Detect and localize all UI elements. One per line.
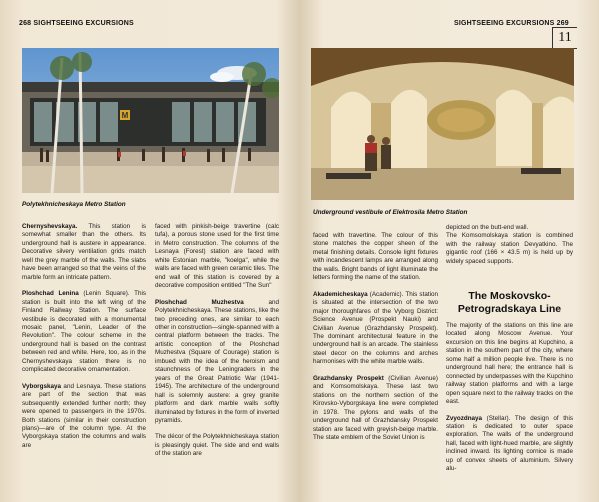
paragraph-kupchino: The majority of the stations on this line are located along Moscow Avenue. Your excursion on this line begins at Kupchino, a station in the southern part of the city, where some half a million people live. There is no underground hall here; the entrance hall is connected by underpasses with the Kupchino railway station platforms and with a large open square next to the railway tracks on the east.: [446, 322, 573, 406]
paragraph-akademicheskaya: Akademicheskaya (Academic). This station is situated at the intersection of the two major thoroughfares of the Vyborg District: Science Avenue (Prospekt Nauki) and Civilian Avenue (Grazhdansky Prospekt). The dominant architectural feature in the underground hall is an arcade. The stainless steel decor on the columns and arches harmonises with the white marble walls.: [313, 290, 438, 366]
paragraph-chernyshevskaya: Chernyshevskaya. This station is somewhat smaller than the others. Its underground hall is austere in appearance. Decorative silvery ventilation grids match well the grey marble of the walls. The slabs have been arranged so that the veins of the marble form an intricate pattern.: [22, 223, 146, 281]
elektrosila-photo: [311, 48, 574, 200]
paragraph-vyborgskaya: Vyborgskaya and Lesnaya. These stations are part of the section that was subsequently extended further north; they were opened to passengers in the 1970s. Both stations (similar in their construction plans)—are of the column type. At the Vyborgskaya station the columns and walls are: [22, 382, 146, 449]
section-title: The Moskovsko-Petrogradskaya Line: [457, 290, 562, 315]
paragraph-ploshchad-lenina: Ploshchad Lenina (Lenin Square). This station is built into the left wing of the Finland Railway Station. The surface vestibule is decorated with a monumental mosaic panel, "Lenin, Leader of the Revolution". The colour scheme in the underground hall is based on the contrast between red and white. Here, too, as in the Chernyshevskaya station there is no complicated decorative ornamentation.: [22, 290, 147, 374]
paragraph-travertine-continued: faced with travertine. The colour of this stone matches the copper sheen of the metal finishing details. Console light fixtures with incandescent lamps are arranged along the walls. Bright bands of light illuminate the letters forming the name of the station.: [313, 232, 438, 282]
left-page: [0, 0, 299, 502]
paragraph-grazhdansky-prospekt: Grazhdansky Prospekt (Civilian Avenue) and Komsomolskaya. These last two stations on the northern section of the Kirovsko-Vyborgskaya line were completed in 1978. The pylons and walls of the underground hall of Grazhdansky Prospekt station are faced with greyish-beige marble. The state emblem of the Soviet Union is: [313, 374, 438, 441]
right-column-1: [313, 232, 438, 450]
left-column-2: [155, 223, 279, 467]
paragraph-polytekhnicheskaya-decor: The décor of the Polytekhnicheskaya station is pleasingly quiet. The side and end walls of the station are: [155, 433, 279, 458]
station-building-illustration: [22, 48, 279, 193]
left-running-header: 268 SIGHTSEEING EXCURSIONS: [19, 20, 134, 27]
left-photo-caption: Polytekhnicheskaya Metro Station: [22, 201, 126, 208]
right-photo-caption: Underground vestibule of Elektrosila Metro Station: [313, 209, 468, 216]
vestibule-illustration: [311, 48, 574, 200]
polytekhnicheskaya-photo: [22, 48, 279, 193]
svg-text:M: M: [121, 111, 129, 120]
right-column-2-top: [446, 224, 573, 274]
paragraph-zvyozdnaya: Zvyozdnaya (Stellar). The design of this station is dedicated to outer space exploration. The walls of the underground hall, faced with light-hued marble, are slightly inclined inward. Its lighting cornice is made up of convex sheets of aluminium. Silvery alu-: [446, 414, 573, 473]
paragraph-ploshchad-muzhestva: Ploshchad Muzhestva and Polytekhnicheskaya. These stations, like the two preceding ones, are similar to each other in construction—single-spanned with a central platform between the tracks. The artistic conception of the Ploshchad Muzhestva (Square of Courage) station is imbued with the idea of the heroism and staunchness of the Leningraders in the years of the Great Patriotic War (1941-1945). The architecture of the underground hall is solemnly austere: a grey granite platform and dark marble walls softly illuminated by fixtures in the form of inverted pyramids.: [155, 298, 279, 424]
left-column-1: [22, 223, 146, 458]
chapter-number-badge: 11: [552, 27, 577, 49]
paragraph-butt-end-wall: depicted on the butt-end wall.: [446, 224, 529, 231]
paragraph-lesnaya-continued: faced with pinkish-beige travertine (calc tufa), a porous stone used for the first time in Metro construction. The columns of the Lesnaya (Forest) station are faced with white Estonian marble, "koelga", while the walls are faced with green ceramic tiles. The end wall of this station is covered by a decorative composition entitled "The Sun": [155, 223, 279, 290]
paragraph-komsomolskaya: The Komsomolskaya station is combined with the railway station Devyatkino. The gigantic roof (166 × 43.5 m) is held up by widely spaced supports.: [446, 232, 573, 265]
right-running-header: SIGHTSEEING EXCURSIONS 269: [454, 20, 569, 27]
right-column-2-bottom: [446, 322, 573, 482]
